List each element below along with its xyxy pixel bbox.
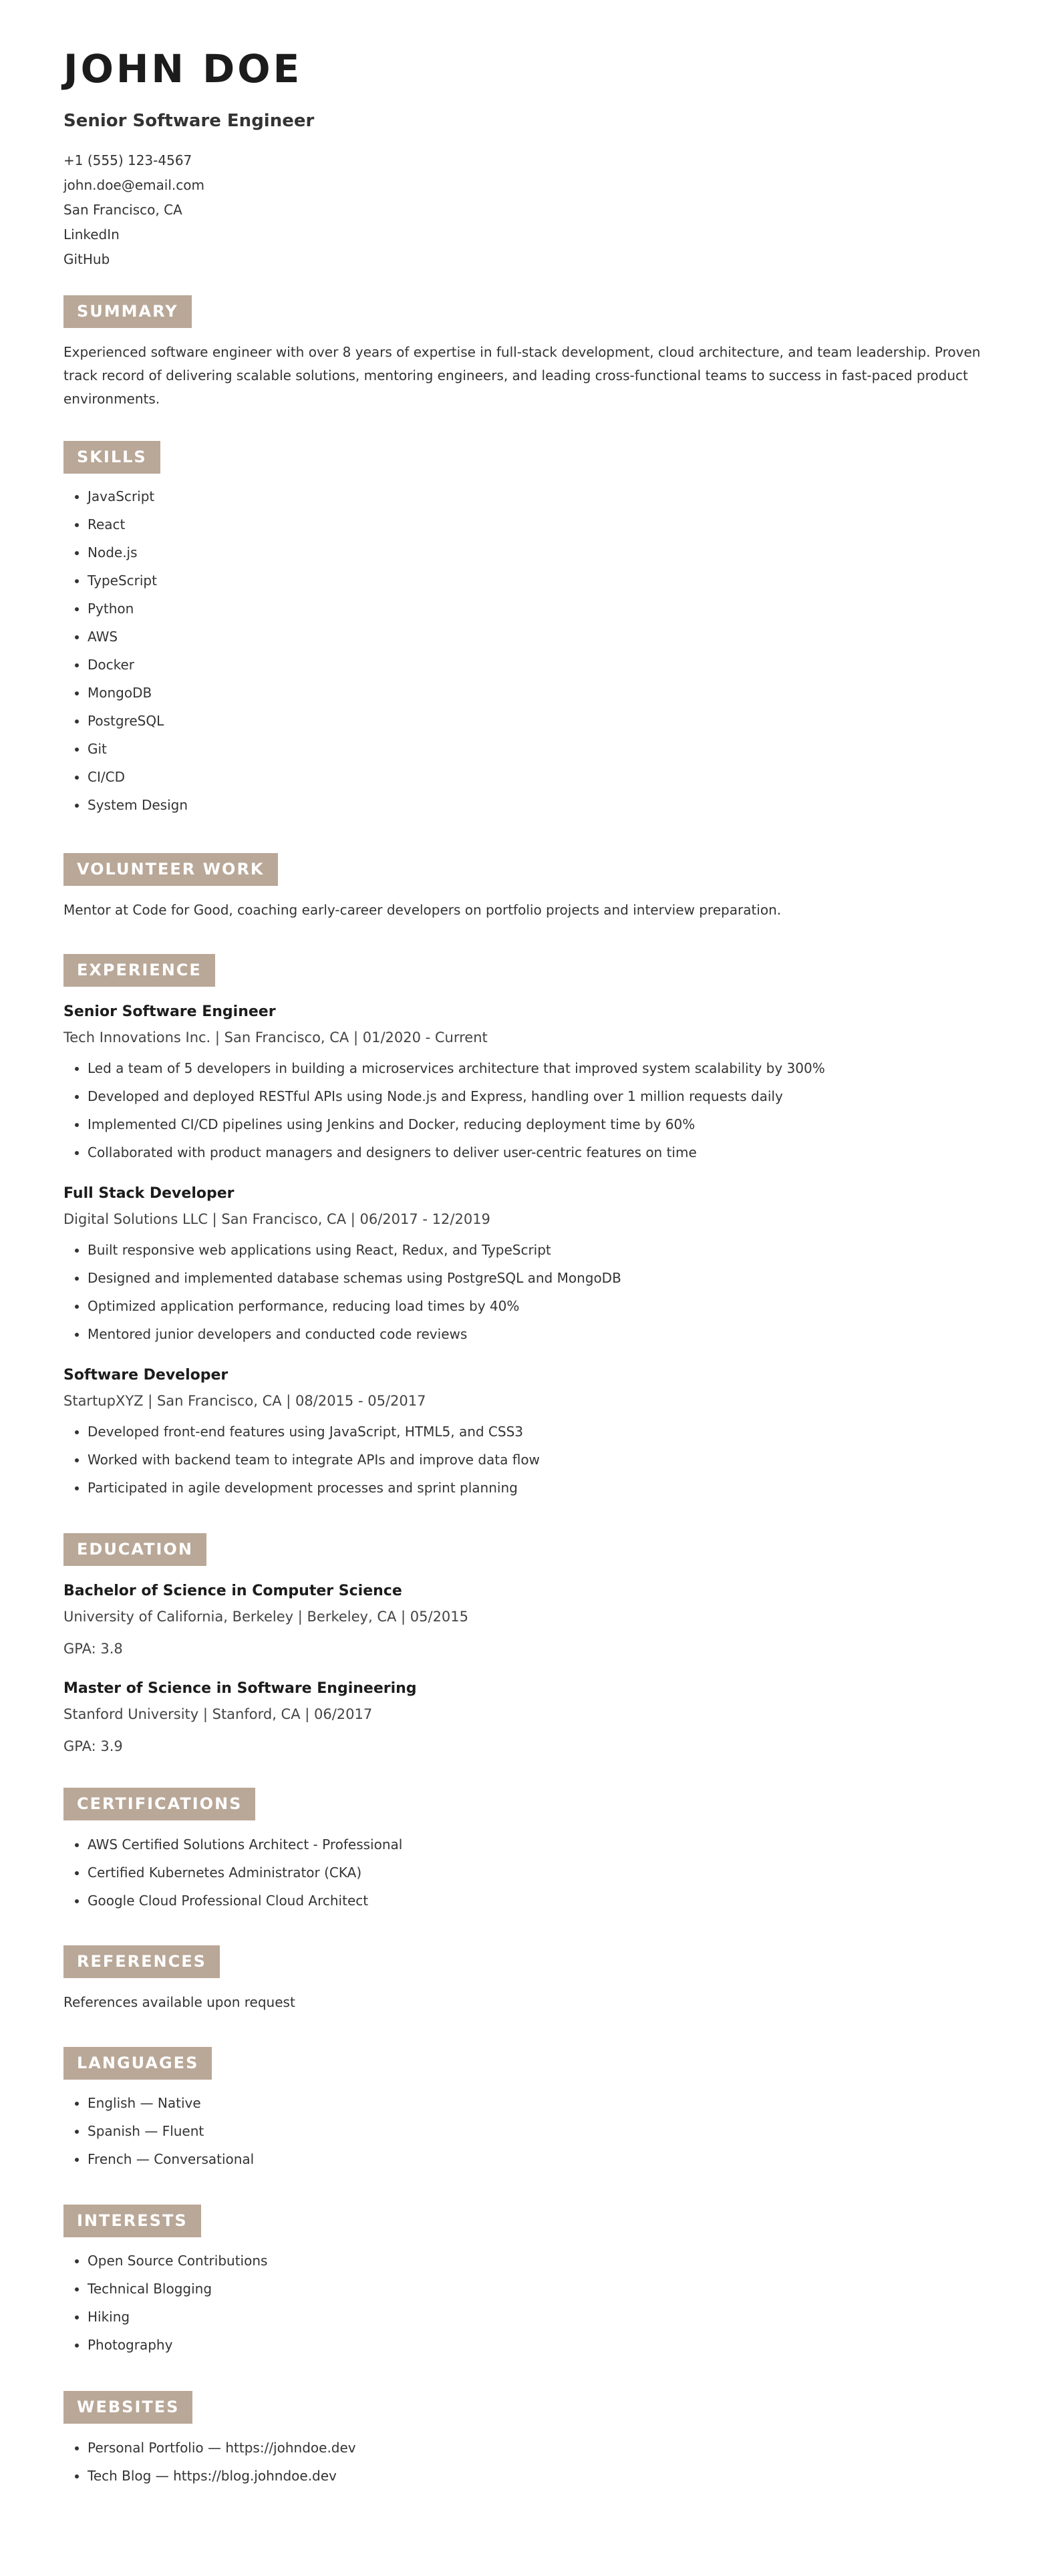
volunteer-text: Mentor at Code for Good, coaching early-career developers on portfolio projects and interview preparation. bbox=[63, 902, 782, 918]
degree-meta: University of California, Berkeley | Berkeley, CA | 05/2015 bbox=[63, 1609, 469, 1625]
job-bullet: • Participated in agile development processes and sprint planning bbox=[88, 1474, 540, 1502]
websites-list bbox=[63, 2434, 356, 2490]
section-heading-certifications: CERTIFICATIONS bbox=[63, 1788, 255, 1820]
job-bullet: • Collaborated with product managers and designers to deliver user-centric features on time bbox=[88, 1138, 825, 1166]
skill-item: • Git bbox=[88, 735, 188, 763]
linkedin-link[interactable]: LinkedIn bbox=[63, 226, 120, 243]
skill-item: • React bbox=[88, 510, 188, 538]
interests-list bbox=[63, 2247, 267, 2359]
job-bullet: • Worked with backend team to integrate APIs and improve data flow bbox=[88, 1446, 540, 1474]
skill-item: • TypeScript bbox=[88, 567, 188, 595]
skill-item: • Node.js bbox=[88, 538, 188, 567]
language-item: • English — Native bbox=[88, 2089, 254, 2117]
candidate-name: JOHN DOE bbox=[63, 46, 303, 92]
interest-item: • Photography bbox=[88, 2331, 267, 2359]
job-bullets bbox=[63, 1236, 621, 1348]
certification-item: • AWS Certified Solutions Architect - Professional bbox=[88, 1830, 402, 1859]
interest-item: • Technical Blogging bbox=[88, 2275, 267, 2303]
skill-item: • System Design bbox=[88, 791, 188, 819]
skill-item: • MongoDB bbox=[88, 679, 188, 707]
job-bullet: • Implemented CI/CD pipelines using Jenkins and Docker, reducing deployment time by 60% bbox=[88, 1110, 825, 1138]
skill-item: • PostgreSQL bbox=[88, 707, 188, 735]
interest-item: • Hiking bbox=[88, 2303, 267, 2331]
section-heading-websites: WEBSITES bbox=[63, 2391, 192, 2424]
job-bullet: • Optimized application performance, reducing load times by 40% bbox=[88, 1292, 621, 1320]
job-bullet: • Designed and implemented database schemas using PostgreSQL and MongoDB bbox=[88, 1264, 621, 1292]
section-heading-summary: SUMMARY bbox=[63, 295, 192, 328]
section-heading-interests: INTERESTS bbox=[63, 2205, 201, 2237]
certification-item: • Google Cloud Professional Cloud Architect bbox=[88, 1887, 402, 1915]
section-heading-references: REFERENCES bbox=[63, 1945, 220, 1978]
certification-item: • Certified Kubernetes Administrator (CKA) bbox=[88, 1859, 402, 1887]
job-title: Software Developer bbox=[63, 1367, 229, 1384]
section-heading-languages: LANGUAGES bbox=[63, 2047, 212, 2080]
phone-number: +1 (555) 123-4567 bbox=[63, 152, 192, 168]
degree-gpa: GPA: 3.9 bbox=[63, 1738, 123, 1754]
location: San Francisco, CA bbox=[63, 202, 182, 218]
degree-title: Bachelor of Science in Computer Science bbox=[63, 1583, 402, 1599]
skills-list bbox=[63, 482, 188, 819]
job-bullet: • Built responsive web applications using React, Redux, and TypeScript bbox=[88, 1236, 621, 1264]
degree-gpa: GPA: 3.8 bbox=[63, 1641, 123, 1657]
interest-item: • Open Source Contributions bbox=[88, 2247, 267, 2275]
job-bullets bbox=[63, 1054, 825, 1166]
email-address: john.doe@email.com bbox=[63, 177, 204, 193]
certifications-list bbox=[63, 1830, 402, 1915]
section-heading-skills: SKILLS bbox=[63, 441, 160, 474]
job-title: Full Stack Developer bbox=[63, 1185, 235, 1202]
skill-item: • CI/CD bbox=[88, 763, 188, 791]
candidate-title: Senior Software Engineer bbox=[63, 111, 315, 131]
summary-text: Experienced software engineer with over 8 years of expertise in full-stack development, cloud architecture, and team leadership. Proven track record of delivering scalable solutions, mentoring engineers, and leading cross-functional teams to success in fast-paced product environments. bbox=[63, 344, 981, 407]
contact-list bbox=[63, 148, 204, 272]
job-bullet: • Developed front-end features using JavaScript, HTML5, and CSS3 bbox=[88, 1418, 540, 1446]
website-link[interactable]: • Personal Portfolio — https://johndoe.dev bbox=[88, 2434, 356, 2462]
degree-title: Master of Science in Software Engineering bbox=[63, 1680, 417, 1697]
website-link[interactable]: • Tech Blog — https://blog.johndoe.dev bbox=[88, 2462, 356, 2490]
degree-meta: Stanford University | Stanford, CA | 06/2017 bbox=[63, 1706, 373, 1722]
job-meta: Tech Innovations Inc. | San Francisco, CA | 01/2020 - Current bbox=[63, 1029, 488, 1045]
skill-item: • JavaScript bbox=[88, 482, 188, 510]
language-item: • Spanish — Fluent bbox=[88, 2117, 254, 2145]
job-meta: Digital Solutions LLC | San Francisco, CA | 06/2017 - 12/2019 bbox=[63, 1211, 490, 1227]
job-bullet: • Mentored junior developers and conducted code reviews bbox=[88, 1320, 621, 1348]
section-heading-education: EDUCATION bbox=[63, 1533, 206, 1566]
section-heading-experience: EXPERIENCE bbox=[63, 954, 215, 987]
references-text: References available upon request bbox=[63, 1994, 295, 2010]
job-bullet: • Developed and deployed RESTful APIs using Node.js and Express, handling over 1 million requests daily bbox=[88, 1082, 825, 1110]
skill-item: • AWS bbox=[88, 623, 188, 651]
job-bullets bbox=[63, 1418, 540, 1502]
job-bullet: • Led a team of 5 developers in building a microservices architecture that improved system scalability by 300% bbox=[88, 1054, 825, 1082]
job-meta: StartupXYZ | San Francisco, CA | 08/2015 - 05/2017 bbox=[63, 1393, 426, 1409]
job-title: Senior Software Engineer bbox=[63, 1003, 276, 1020]
language-item: • French — Conversational bbox=[88, 2145, 254, 2173]
github-link[interactable]: GitHub bbox=[63, 251, 110, 267]
skill-item: • Python bbox=[88, 595, 188, 623]
section-heading-volunteer: VOLUNTEER WORK bbox=[63, 853, 278, 886]
skill-item: • Docker bbox=[88, 651, 188, 679]
languages-list bbox=[63, 2089, 254, 2173]
